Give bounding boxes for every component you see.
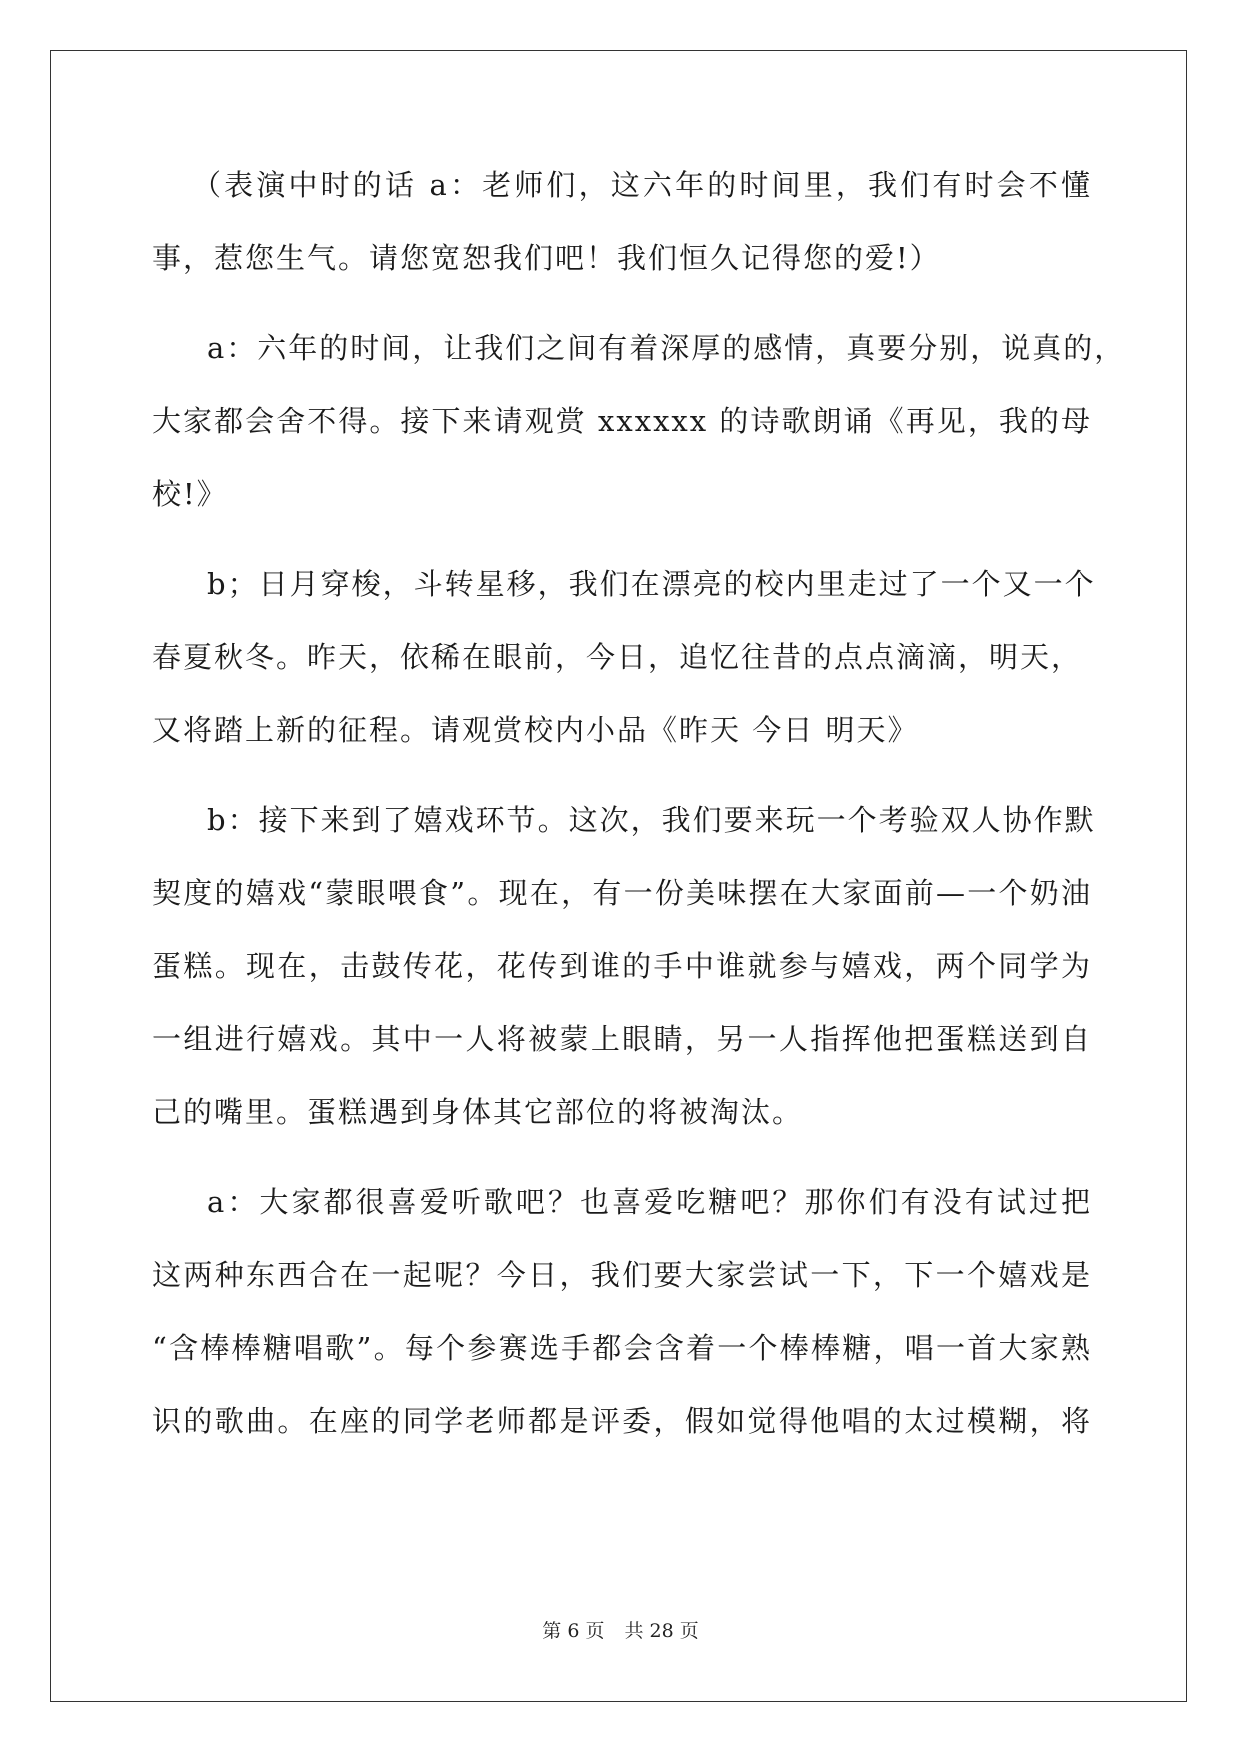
text-line: 这两种东西合在一起呢？今日，我们要大家尝试一下，下一个嬉戏是 xyxy=(152,1258,1092,1292)
text-line: 一组进行嬉戏。其中一人将被蒙上眼睛，另一人指挥他把蛋糕送到自 xyxy=(152,1022,1092,1056)
text-line: a：六年的时间，让我们之间有着深厚的感情，真要分别，说真的， xyxy=(207,331,1126,365)
text-line: 春夏秋冬。昨天，依稀在眼前，今日，追忆往昔的点点滴滴，明天， xyxy=(152,640,1083,674)
text-line: b；日月穿梭，斗转星移，我们在漂亮的校内里走过了一个又一个 xyxy=(207,567,1096,601)
text-line: 大家都会舍不得。接下来请观赏 xxxxxx 的诗歌朗诵《再见，我的母 xyxy=(152,404,1092,438)
text-line: 己的嘴里。蛋糕遇到身体其它部位的将被淘汰。 xyxy=(152,1095,804,1129)
text-line: 事，惹您生气。请您宽恕我们吧！我们恒久记得您的爱!） xyxy=(152,241,941,275)
text-line: a：大家都很喜爱听歌吧？也喜爱吃糖吧？那你们有没有试过把 xyxy=(207,1185,1092,1219)
page-number: 第 6 页 xyxy=(542,1620,605,1642)
page-total: 共 28 页 xyxy=(624,1620,699,1642)
text-line: （表演中时的话 a：老师们，这六年的时间里，我们有时会不懂 xyxy=(192,168,1092,202)
text-line: “含棒棒糖唱歌”。每个参赛选手都会含着一个棒棒糖，唱一首大家熟 xyxy=(152,1331,1092,1365)
text-line: 校!》 xyxy=(152,477,228,511)
text-line: 契度的嬉戏“蒙眼喂食”。现在，有一份美味摆在大家面前—一个奶油 xyxy=(152,876,1092,910)
text-line: 识的歌曲。在座的同学老师都是评委，假如觉得他唱的太过模糊，将 xyxy=(152,1404,1092,1438)
text-line: b：接下来到了嬉戏环节。这次，我们要来玩一个考验双人协作默 xyxy=(207,803,1096,837)
page-footer xyxy=(0,1619,1241,1643)
text-line: 蛋糕。现在，击鼓传花，花传到谁的手中谁就参与嬉戏，两个同学为 xyxy=(152,949,1092,983)
text-line: 又将踏上新的征程。请观赏校内小品《昨天 今日 明天》 xyxy=(152,713,919,747)
